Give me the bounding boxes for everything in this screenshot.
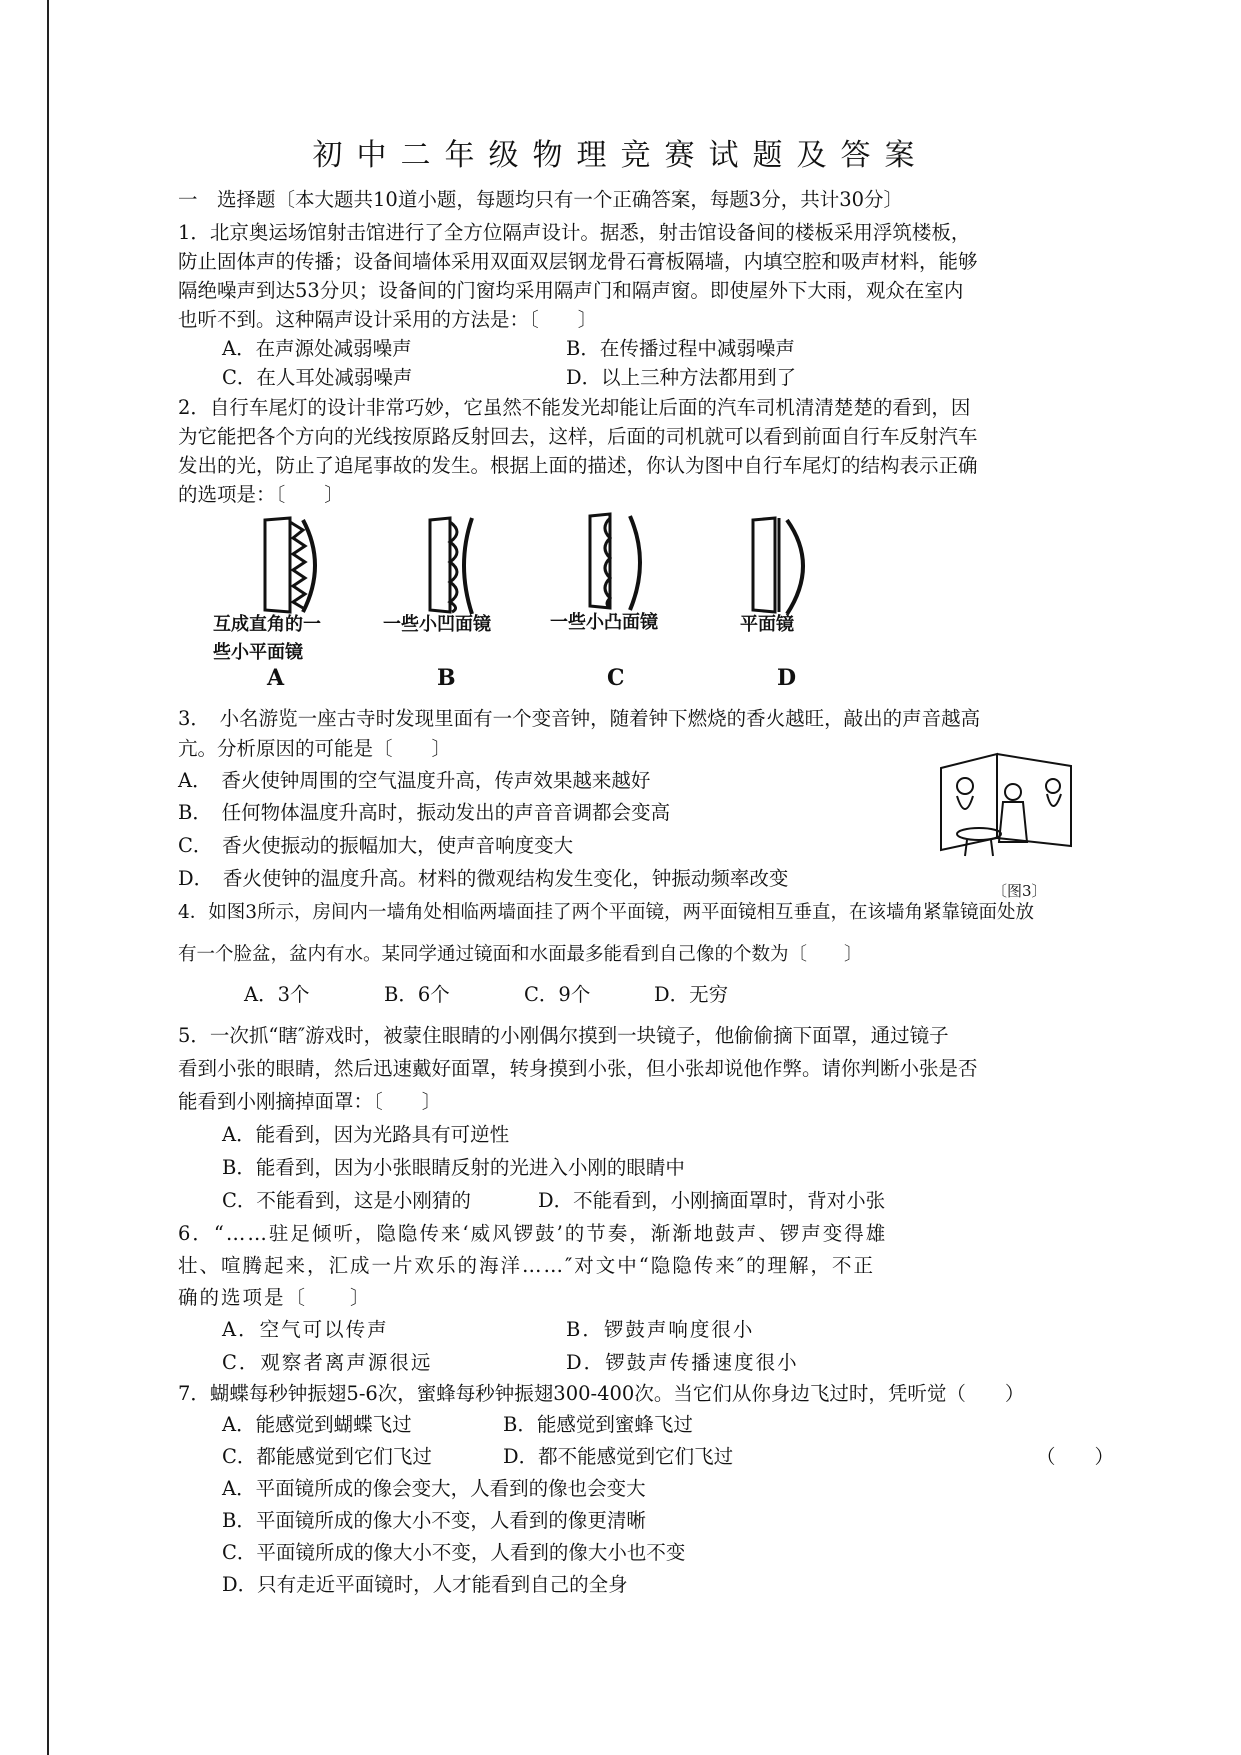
- corner-mirror-figure-icon: [937, 752, 1075, 862]
- q7-option-c: C．都能感觉到它们飞过: [222, 1445, 432, 1468]
- caption-d: 平面镜: [740, 614, 794, 635]
- mirror-b-icon: [420, 510, 510, 620]
- q1-option-b: B．在传播过程中减弱噪声: [566, 337, 795, 360]
- caption-a-line-1: 互成直角的一: [213, 614, 321, 635]
- figure-letter-b: B: [437, 665, 456, 691]
- q3-option-c: C． 香火使振动的振幅加大，使声音响度变大: [178, 834, 574, 857]
- q1-line-4: 也听不到。这种隔声设计采用的方法是：〔 〕: [178, 308, 598, 331]
- q1-option-c: C．在人耳处减弱噪声: [222, 366, 413, 389]
- q4-option-b: B．6个: [384, 983, 450, 1006]
- q6-line-1: 6．“……驻足倾听，隐隐传来‘威风锣鼓’的节奏，渐渐地鼓声、锣声变得雄: [178, 1222, 888, 1245]
- q6-option-a: A．空气可以传声: [222, 1318, 389, 1341]
- q3-option-a: A． 香火使钟周围的空气温度升高，传声效果越来越好: [178, 769, 651, 792]
- q7-option-b: B．能感觉到蜜蜂飞过: [503, 1413, 693, 1436]
- q7-line-1: 7．蝴蝶每秒钟振翅5-6次，蜜蜂每秒钟振翅300-400次。当它们从你身边飞过时，凭听觉（ ）: [178, 1382, 1025, 1405]
- mirror-d-icon: [745, 510, 835, 620]
- q4-option-c: C．9个: [524, 983, 591, 1006]
- margin-line: [47, 0, 49, 1755]
- q4-option-d: D．无穷: [654, 983, 729, 1006]
- figure-letter-a: A: [267, 665, 285, 691]
- q7-option-a: A．能感觉到蝴蝶飞过: [222, 1413, 412, 1436]
- q6-option-c: C．观察者离声源很远: [222, 1351, 433, 1374]
- caption-c: 一些小凸面镜: [550, 612, 658, 633]
- tail-light-figure: [205, 510, 825, 695]
- mirror-a-icon: [255, 510, 345, 620]
- q6-line-2: 壮、喧腾起来，汇成一片欢乐的海洋……″对文中“隐隐传来″的理解，不正: [178, 1254, 876, 1277]
- q5-line-1: 5．一次抓“瞎″游戏时，被蒙住眼睛的小刚偶尔摸到一块镜子，他偷偷摘下面罩，通过镜子: [178, 1024, 949, 1047]
- q4-line-1: 4．如图3所示，房间内一墙角处相临两墙面挂了两个平面镜，两平面镜相互垂直，在该墙角紧靠镜面处放: [178, 902, 1035, 923]
- figure-letter-d: D: [777, 665, 797, 691]
- q2-line-2: 为它能把各个方向的光线按原路反射回去，这样，后面的司机就可以看到前面自行车反射汽车: [178, 425, 978, 448]
- page-title: 初中二年级物理竞赛试题及答案: [312, 138, 929, 173]
- q8-option-b: B．平面镜所成的像大小不变，人看到的像更清晰: [222, 1509, 646, 1532]
- q1-line-3: 隔绝噪声到达53分贝；设备间的门窗均采用隔声门和隔声窗。即使屋外下大雨，观众在室内: [178, 279, 964, 302]
- mirror-c-icon: [580, 510, 670, 620]
- q4-option-a: A．3个: [244, 983, 310, 1006]
- q4-line-2: 有一个脸盆，盆内有水。某同学通过镜面和水面最多能看到自己像的个数为〔 〕: [178, 944, 863, 965]
- q5-option-a: A．能看到，因为光路具有可逆性: [222, 1123, 510, 1146]
- q2-line-3: 发出的光，防止了追尾事故的发生。根据上面的描述，你认为图中自行车尾灯的结构表示正确: [178, 454, 978, 477]
- q5-line-3: 能看到小刚摘掉面罩：〔 〕: [178, 1090, 442, 1113]
- q3-option-b: B． 任何物体温度升高时，振动发出的声音音调都会变高: [178, 801, 671, 824]
- q7-option-d: D．都不能感觉到它们飞过: [503, 1445, 734, 1468]
- figure-3-caption: 〔图3〕: [992, 882, 1047, 900]
- q8-option-a: A．平面镜所成的像会变大，人看到的像也会变大: [222, 1477, 646, 1500]
- q1-option-a: A．在声源处减弱噪声: [222, 337, 412, 360]
- q8-option-c: C．平面镜所成的像大小不变，人看到的像大小也不变: [222, 1541, 686, 1564]
- q2-line-1: 2．自行车尾灯的设计非常巧妙，它虽然不能发光却能让后面的汽车司机清清楚楚的看到，因: [178, 396, 971, 419]
- q3-line-1: 3． 小名游览一座古寺时发现里面有一个变音钟，随着钟下燃烧的香火越旺，敲出的声音越高: [178, 707, 981, 730]
- q1-line-2: 防止固体声的传播；设备间墙体采用双面双层钢龙骨石膏板隔墙，内填空腔和吸声材料，能够: [178, 250, 978, 273]
- section-header: 一 选择题〔本大题共10道小题，每题均只有一个正确答案，每题3分，共计30分〕: [178, 188, 904, 211]
- q8-answer-bracket: （ ）: [1036, 1445, 1115, 1468]
- q1-option-d: D．以上三种方法都用到了: [566, 366, 797, 389]
- figure-letter-c: C: [607, 665, 625, 691]
- q1-line-1: 1．北京奥运场馆射击馆进行了全方位隔声设计。据悉，射击馆设备间的楼板采用浮筑楼板，: [178, 221, 971, 244]
- q5-line-2: 看到小张的眼睛，然后迅速戴好面罩，转身摸到小张，但小张却说他作弊。请你判断小张是否: [178, 1057, 978, 1080]
- caption-b: 一些小凹面镜: [383, 614, 491, 635]
- q2-line-4: 的选项是：〔 〕: [178, 483, 344, 506]
- caption-a-line-2: 些小平面镜: [213, 642, 303, 663]
- q8-option-d: D．只有走近平面镜时，人才能看到自己的全身: [222, 1573, 628, 1596]
- q6-option-b: B．锣鼓声响度很小: [566, 1318, 755, 1341]
- q6-line-3: 确的选项是〔 〕: [178, 1286, 372, 1309]
- q5-option-c: C．不能看到，这是小刚猜的: [222, 1189, 471, 1212]
- q3-line-2: 亢。分析原因的可能是〔 〕: [178, 737, 452, 760]
- q5-option-d: D．不能看到，小刚摘面罩时，背对小张: [538, 1189, 886, 1212]
- q5-option-b: B．能看到，因为小张眼睛反射的光进入小刚的眼睛中: [222, 1156, 685, 1179]
- q6-option-d: D．锣鼓声传播速度很小: [566, 1351, 799, 1374]
- q3-option-d: D． 香火使钟的温度升高。材料的微观结构发生变化，钟振动频率改变: [178, 867, 789, 890]
